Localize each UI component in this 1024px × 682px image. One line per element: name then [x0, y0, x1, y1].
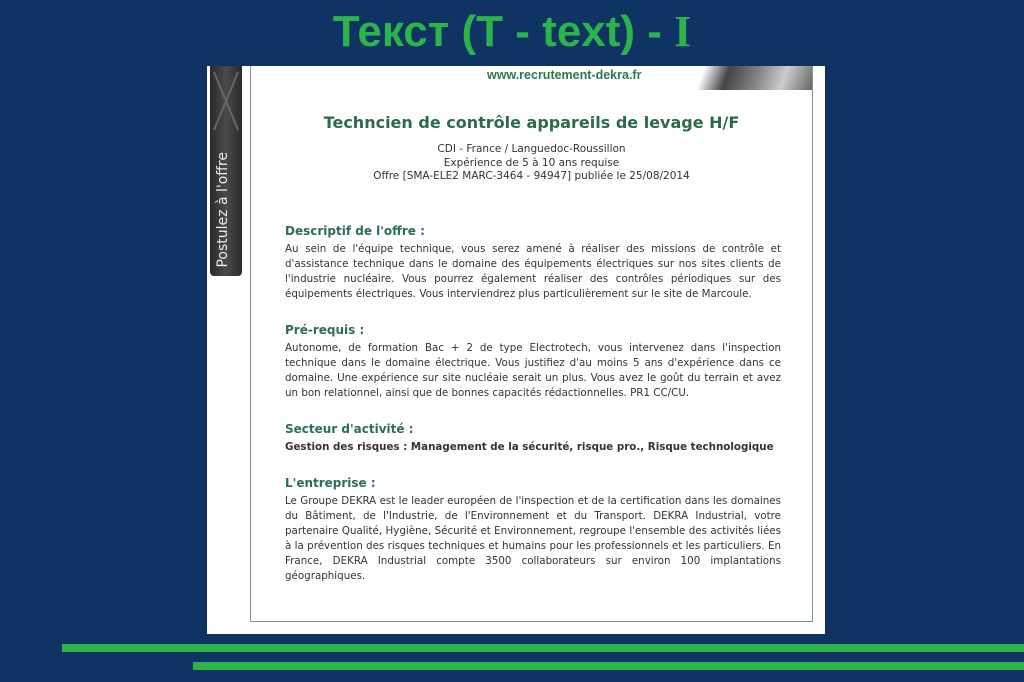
section-text: Au sein de l'équipe technique, vous serez amené à réaliser des missions de contrôle et d'assistance technique dans le domaine des équipements électriques sur nos sites clients de l'industrie nucléaire. Vous pourrez également réaliser des contrôles périodiques sur des équipements électriques. Vous interviendrez plus particulièrement sur le site de Marcoule. — [285, 243, 781, 300]
job-title: Techncien de contrôle appareils de levage H/F — [323, 113, 740, 132]
slide-title — [0, 6, 1024, 57]
section-heading: Pré-requis : — [285, 323, 365, 337]
header-photo — [692, 66, 812, 90]
posting-page — [250, 66, 813, 622]
apply-tab[interactable] — [210, 66, 242, 276]
experience: Expérience de 5 à 10 ans requise — [443, 156, 620, 169]
accent-line-bottom — [193, 662, 1024, 670]
section-description — [285, 224, 781, 302]
section-sector — [285, 422, 781, 455]
section-text: Le Groupe DEKRA est le leader européen de l'inspection et de la certification dans les domaines du Bâtiment, de l'Industrie, de l'Environnement et du Transport. DEKRA Industrial, votre partenaire Qualité, Hygiène, Sécurité et Environnement, regroupe l'ensemble des activités liées à la prévention des risques techniques et humains pour les professionnels et les particuliers. En France, DEKRA Industrial compte 3500 collaborateurs sur environ 100 implantations géographiques. — [285, 495, 781, 582]
section-heading: Secteur d'activité : — [285, 422, 414, 436]
job-posting-screenshot — [207, 66, 825, 634]
section-company — [285, 476, 781, 584]
offer-reference: Offre [SMA-ELE2 MARC-3464 - 94947] publiée le 25/08/2014 — [373, 170, 690, 182]
title-text: Текст (T - text) - — [332, 7, 675, 56]
section-heading: L'entreprise : — [285, 476, 376, 490]
apply-tab-label: Postulez à l'offre — [215, 152, 231, 268]
section-prerequisites — [285, 323, 781, 401]
section-heading: Descriptif de l'offre : — [285, 224, 425, 238]
accent-line-top — [62, 644, 1024, 652]
section-text: Gestion des risques : Management de la sécurité, risque pro., Risque technologique — [285, 441, 774, 453]
contract-location: CDI - France / Languedoc-Roussillon — [437, 143, 626, 155]
section-text: Autonome, de formation Bac + 2 de type Electrotech, vous intervenez dans l'inspection technique dans le domaine électrique. Vous justifiez d'au moins 5 ans d'expérience dans ce domaine. Une expérience sur site nucléaie serait un plus. Vous avez le goût du terrain et avez un bon relationnel, ainsi que de bonnes capacités rédactionnelles. PR1 CC/CU. — [285, 342, 781, 399]
close-x-icon — [210, 66, 242, 136]
site-url[interactable]: www.recrutement-dekra.fr — [487, 68, 642, 82]
title-roman: I — [674, 7, 692, 56]
job-meta — [251, 143, 812, 184]
